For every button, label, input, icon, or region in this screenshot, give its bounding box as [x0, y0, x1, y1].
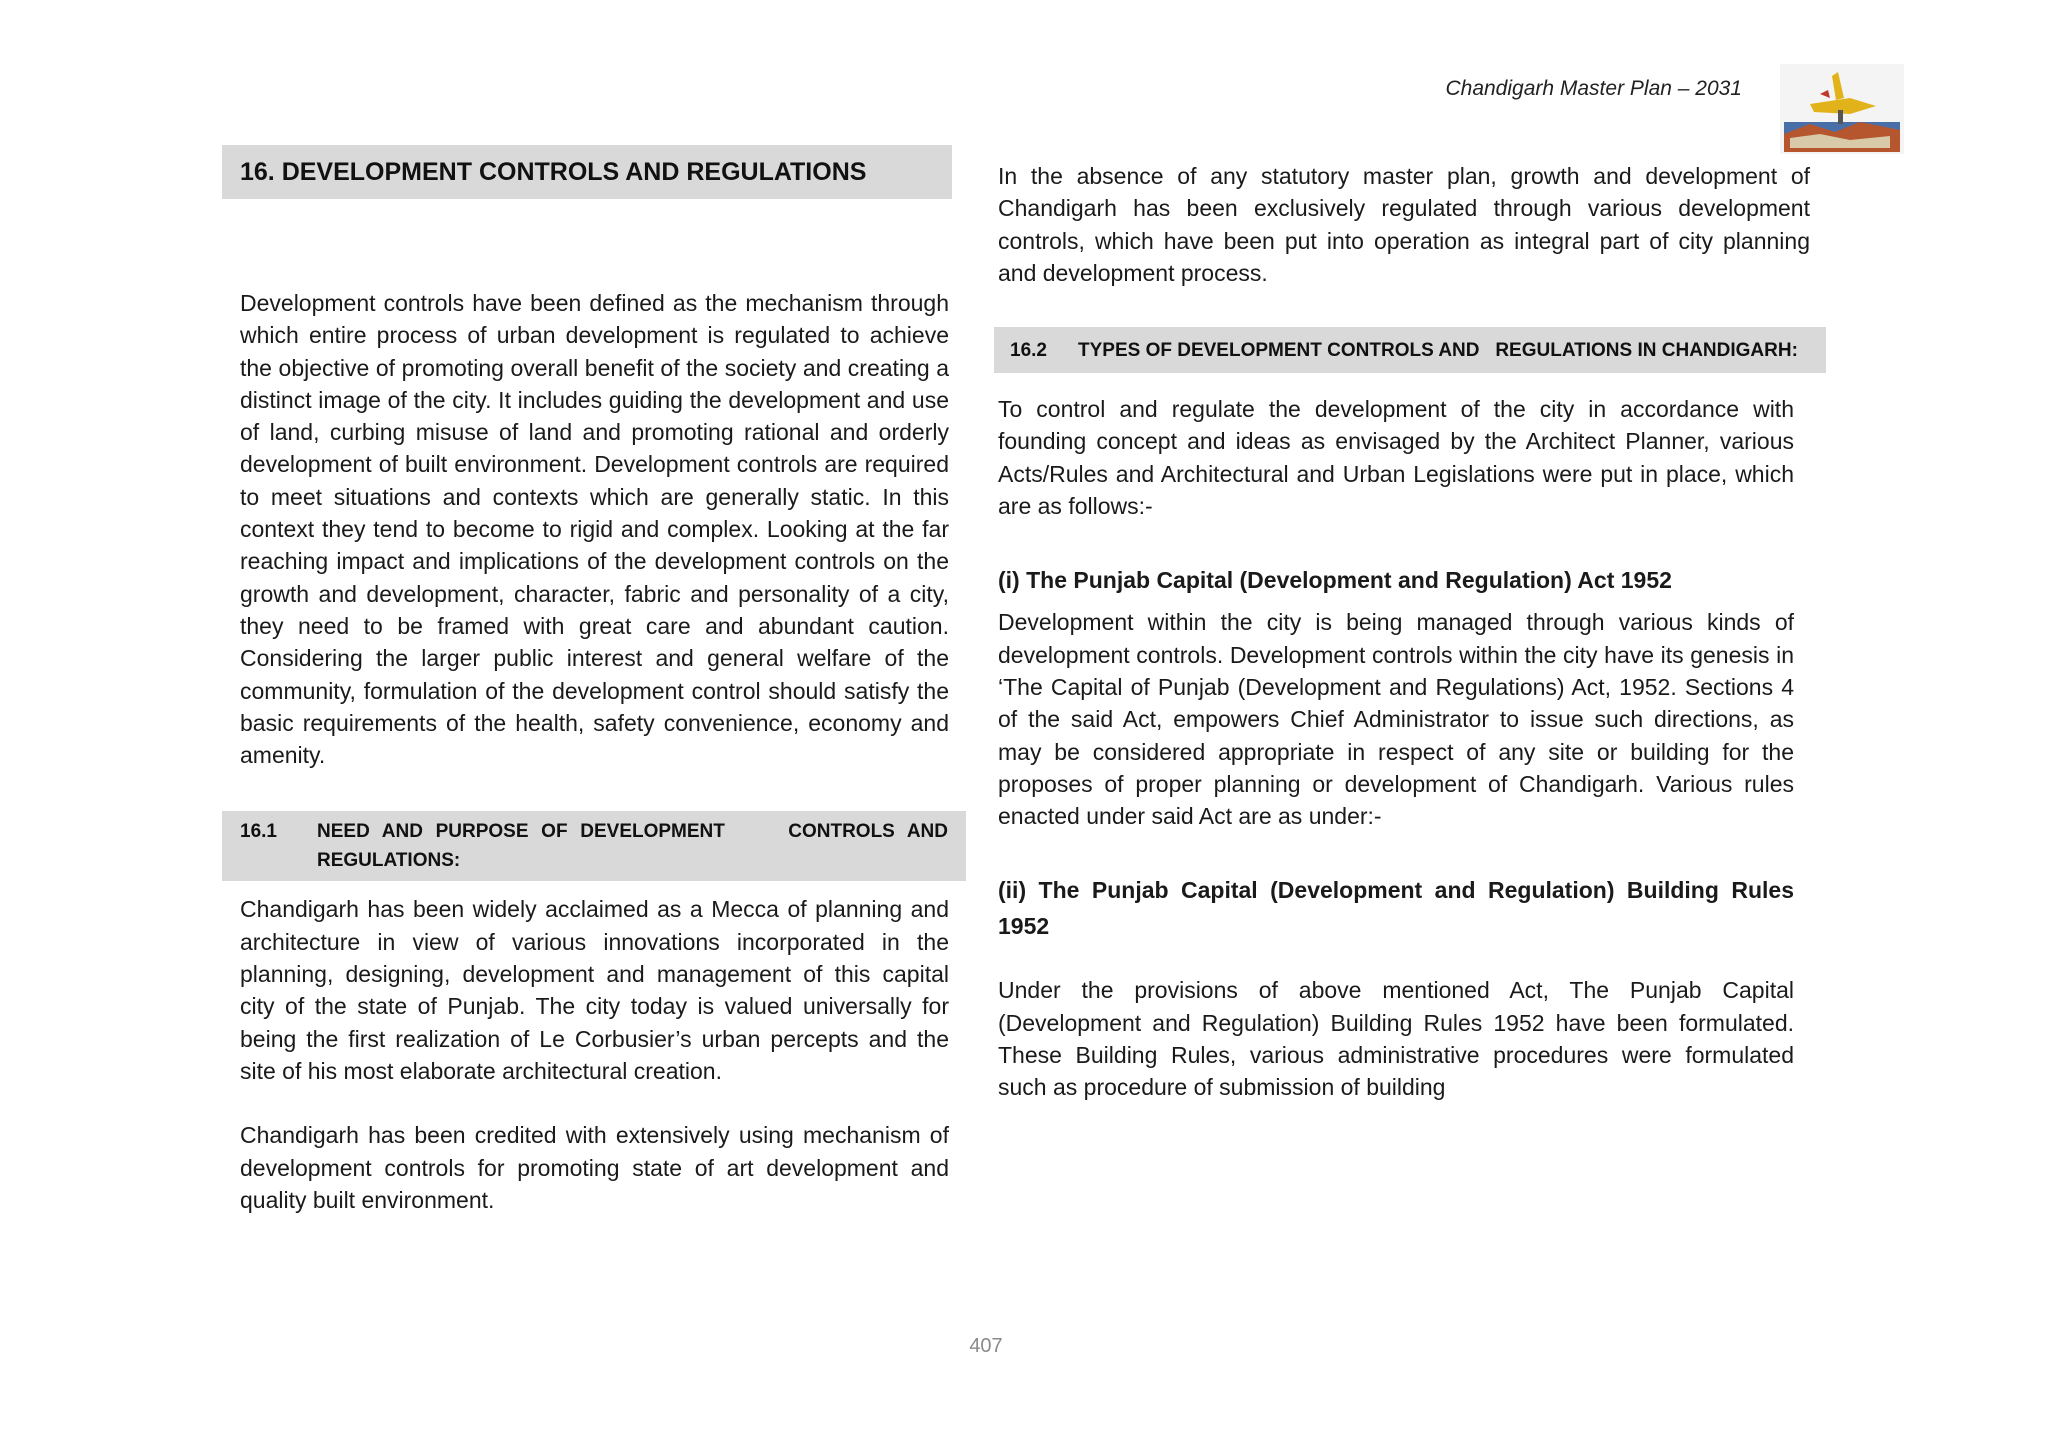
section-16-1-title: NEED AND PURPOSE OF DEVELOPMENT CONTROLS AND REGULATIONS:: [317, 821, 954, 872]
section-16-1-heading: [222, 811, 966, 881]
chapter-title: 16. DEVELOPMENT CONTROLS AND REGULATIONS: [240, 157, 867, 186]
intro-continuation-paragraph: In the absence of any statutory master plan, growth and development of Chandigarh has been exclusively regulated through various development controls, which have been put into operation as integral part of city planning and development process.: [998, 163, 1810, 286]
chapter-title-bar: [222, 145, 952, 199]
subsection-ii-heading: (ii) The Punjab Capital (Development and Regulation) Building Rules 1952: [998, 877, 1794, 940]
page-number: 407: [969, 1335, 1003, 1357]
section-16-2-paragraph: To control and regulate the development of the city in accordance with founding concept and ideas as envisaged by the Architect Planner, various Acts/Rules and Architectural and Urban Legislations were put in place, which are as follows:-: [998, 396, 1794, 520]
document-running-title: Chandigarh Master Plan – 2031: [1445, 77, 1742, 100]
left-column: [222, 145, 967, 1216]
subsection-i-paragraph: Development within the city is being managed through various kinds of development controls. Development controls within the city have its genesis in ‘The Capital of Punjab (Development and Regulations) Act, 1952. Sections 4 of the said Act, empowers Chief Administrator to issue such directions, as may be considered appropriate in respect of any site or building for the proposes of proper planning or development of Chandigarh. Various rules enacted under said Act are as under:-: [998, 609, 1794, 830]
intro-paragraph: Development controls have been defined as the mechanism through which entire process of urban development is regulated to achieve the objective of promoting overall benefit of the society and creating a distinct image of the city. It includes guiding the development and use of land, curbing misuse of land and promoting rational and orderly development of built environment. Development controls are required to meet situations and contexts which are generally static. In this context they tend to become to rigid and complex. Looking at the far reaching impact and implications of the development controls on the growth and development, character, fabric and personality of a city, they need to be framed with great care and abundant caution. Considering the larger public interest and general welfare of the community, formulation of the development control should satisfy the basic requirements of the health, safety convenience, economy and amenity.: [240, 290, 949, 769]
section-16-1-number: 16.1: [240, 821, 277, 843]
section-16-2-title: TYPES OF DEVELOPMENT CONTROLS AND REGULATIONS IN CHANDIGARH:: [1078, 340, 1798, 362]
subsection-i-heading: (i) The Punjab Capital (Development and Regulation) Act 1952: [998, 567, 1672, 594]
section-16-2-number: 16.2: [1010, 340, 1047, 362]
section-16-2-heading: [994, 327, 1826, 373]
section-16-1-paragraph-1: Chandigarh has been widely acclaimed as a Mecca of planning and architecture in view of various innovations incorporated in the planning, designing, development and management of this capital city of the state of Punjab. The city today is valued universally for being the first realization of Le Corbusier’s urban percepts and the site of his most elaborate architectural creation.: [240, 896, 949, 1084]
right-column: [996, 160, 1828, 1104]
section-16-1-paragraph-2: Chandigarh has been credited with extensively using mechanism of development controls for promoting state of art development and quality built environment.: [240, 1122, 949, 1213]
chandigarh-emblem-icon: [1780, 64, 1904, 154]
subsection-ii-paragraph: Under the provisions of above mentioned Act, The Punjab Capital (Development and Regulation) Building Rules 1952 have been formulated. These Building Rules, various administrative procedures were formulated such as procedure of submission of building: [998, 977, 1794, 1101]
